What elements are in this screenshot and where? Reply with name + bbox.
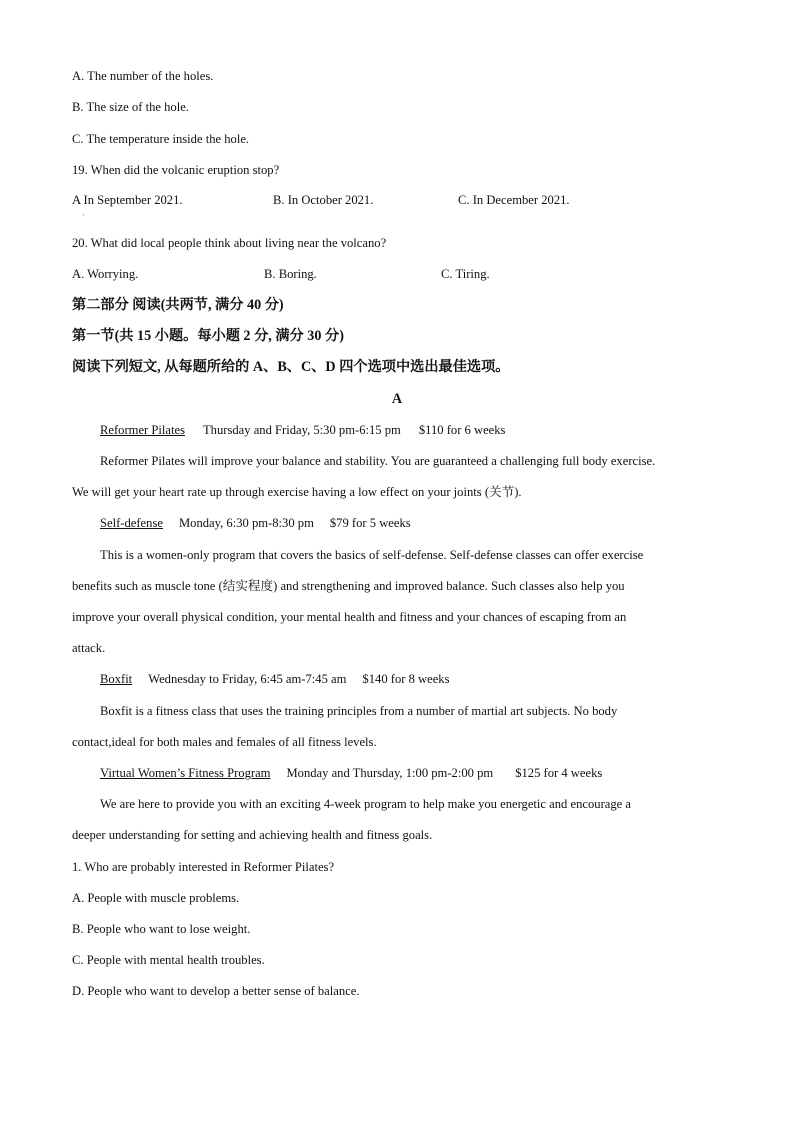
ad-selfdefense-time: Monday, 6:30 pm-8:30 pm xyxy=(178,516,314,530)
q1-question: 1. Who are probably interested in Reformer Pilates? xyxy=(72,860,335,874)
part-title: 第二部分 阅读(共两节, 满分 40 分) xyxy=(72,297,284,313)
q18-option-a: A. The number of the holes. xyxy=(72,69,214,83)
ad-virtual-desc-line1: We are here to provide you with an exciting 4-week program to help make you energetic and encourage a xyxy=(100,797,631,811)
q19-option-b: B. In October 2021. xyxy=(273,193,374,207)
ad-selfdefense-desc-line4: attack. xyxy=(72,641,106,655)
q1-option-d: D. People who want to develop a better sense of balance. xyxy=(72,984,360,998)
q1-option-c: C. People with mental health troubles. xyxy=(72,953,265,967)
q18-option-b: B. The size of the hole. xyxy=(72,100,189,114)
q20-option-c: C. Tiring. xyxy=(441,267,490,281)
ad-virtual-time: Monday and Thursday, 1:00 pm-2:00 pm xyxy=(286,766,494,780)
q18-option-c: C. The temperature inside the hole. xyxy=(72,132,250,146)
ad-virtual-price: $125 for 4 weeks xyxy=(515,766,603,780)
ad-boxfit-name: Boxfit xyxy=(100,672,133,686)
q1-option-b: B. People who want to lose weight. xyxy=(72,922,251,936)
ad-selfdefense-name: Self-defense xyxy=(100,516,163,530)
q19-question: 19. When did the volcanic eruption stop? xyxy=(72,163,280,177)
ad-boxfit-desc-line2: contact,ideal for both males and females of all fitness levels. xyxy=(72,735,377,749)
ad-pilates-header xyxy=(100,422,505,438)
ad-boxfit-desc-line1: Boxfit is a fitness class that uses the training principles from a number of martial art subjects. No body xyxy=(100,704,618,718)
ad-selfdefense-desc-line1: This is a women-only program that covers the basics of self-defense. Self-defense classes can offer exercise xyxy=(100,548,644,562)
ad-pilates-desc-line2: We will get your heart rate up through exercise having a low effect on your joints (关节). xyxy=(72,485,522,499)
ad-virtual-desc-line2: deeper understanding for setting and achieving health and fitness goals. xyxy=(72,828,433,842)
ad-boxfit-header xyxy=(100,671,450,687)
section-instruction: 阅读下列短文, 从每题所给的 A、B、C、D 四个选项中选出最佳选项。 xyxy=(72,359,510,375)
ad-selfdefense-desc-line3: improve your overall physical condition, your mental health and fitness and your chances of escaping from an xyxy=(72,610,627,624)
q1-option-a: A. People with muscle problems. xyxy=(72,891,240,905)
ad-pilates-time: Thursday and Friday, 5:30 pm-6:15 pm xyxy=(202,423,401,437)
q20-option-a: A. Worrying. xyxy=(72,267,139,281)
section-sub-title: 第一节(共 15 小题。每小题 2 分, 满分 30 分) xyxy=(72,328,344,344)
ad-pilates-desc-line1: Reformer Pilates will improve your balance and stability. You are guaranteed a challenging full body exercise. xyxy=(100,454,656,468)
ad-selfdefense-header xyxy=(100,515,411,531)
ad-pilates-name: Reformer Pilates xyxy=(100,423,185,437)
ad-boxfit-price: $140 for 8 weeks xyxy=(362,672,450,686)
passage-label: A xyxy=(391,391,403,407)
q19-option-c: C. In December 2021. xyxy=(458,193,570,207)
ad-pilates-price: $110 for 6 weeks xyxy=(418,423,506,437)
ad-virtual-name: Virtual Women’s Fitness Program xyxy=(100,766,271,780)
ad-selfdefense-desc-line2: benefits such as muscle tone (结实程度) and strengthening and improved balance. Such classes also help you xyxy=(72,579,625,593)
stray-dot-mark: · xyxy=(82,211,85,220)
ad-boxfit-time: Wednesday to Friday, 6:45 am-7:45 am xyxy=(148,672,347,686)
q19-option-a: A In September 2021. xyxy=(72,193,183,207)
q20-question: 20. What did local people think about living near the volcano? xyxy=(72,236,387,250)
ad-virtual-header xyxy=(100,765,602,781)
q20-option-b: B. Boring. xyxy=(264,267,317,281)
ad-selfdefense-price: $79 for 5 weeks xyxy=(329,516,411,530)
